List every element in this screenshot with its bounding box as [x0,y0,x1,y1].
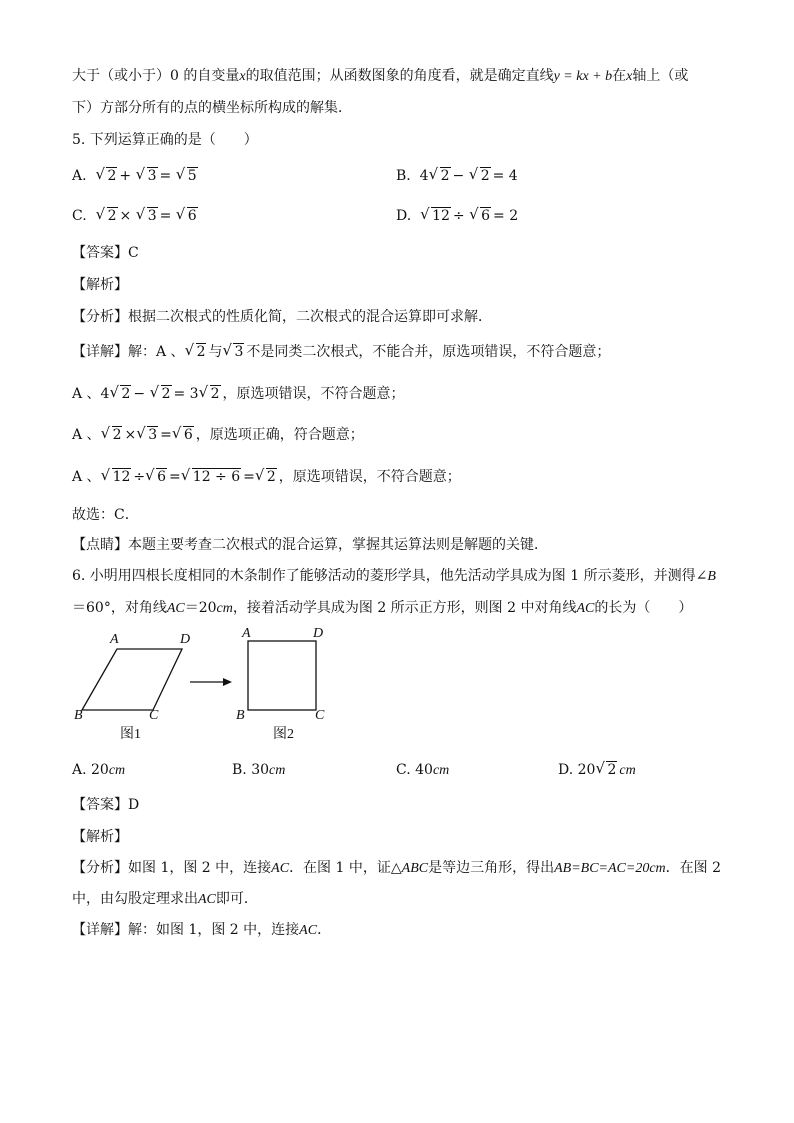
intro-text: 轴上（或 [632,68,689,84]
sqrt: √ 6 [172,425,194,445]
q5-dianjing [72,535,548,555]
q5-jiexi: 【解析】 [72,277,128,293]
sqrt: √ 2 [96,206,118,226]
vertex-label-b: B [74,708,83,723]
vertex-label-b: B [236,708,245,723]
vertex-label-c: C [315,708,325,723]
sqrt: √ 2 [150,384,172,404]
math-equation: y = kx + b [553,69,613,84]
rhombus-shape [82,649,182,710]
sqrt: √ 2 [255,467,277,487]
sqrt: √ 2 [469,166,491,186]
fenxi-text: 根据二次根式的性质化简，二次根式的混合运算即可求解． [128,309,492,325]
section-tag: 【分析】 [72,309,128,325]
q6-option-b: B. 30cm [232,762,286,778]
option-label: C. [72,208,87,224]
sqrt: √ 2 [199,384,221,404]
q5-answer [72,243,139,263]
sqrt: √ 2 [185,342,207,362]
vertex-label-a: A [242,626,251,641]
q5-option-d: D. √ 12 ÷ √ 6 = 2 [396,206,518,226]
q6-option-c: C. 40cm [396,762,450,778]
sqrt: √ 2 [595,760,617,780]
square-shape [248,641,316,710]
option-label: B. [396,168,411,184]
q5-detail-2: A 、4√ 2 − √ 2 = 3√ 2 ，原选项错误，不符合题意； [72,384,405,404]
sqrt: √ 3 [136,166,158,186]
figure-2-caption: 图2 [273,727,294,742]
sqrt: √ 3 [222,342,244,362]
q6-answer [72,795,139,815]
option-label: D. [396,208,412,224]
dianjing-text: 本题主要考查二次根式的混合运算，掌握其运算法则是解题的关键． [128,537,548,553]
vertex-label-d: D [313,626,324,641]
answer-value: C [128,245,139,261]
q5-option-a: A. √ 2 + √ 3 = √ 5 [72,166,200,186]
vertex-label-c: C [149,708,159,723]
intro-text: 在 [612,68,627,84]
sqrt: √ 6 [469,206,491,226]
q6-fenxi-line-2: 中，由勾股定理求出AC即可． [72,891,258,907]
section-tag: 【点睛】 [72,537,128,553]
answer-tag: 【答案】 [72,245,128,261]
intro-line-2: 下）方部分所有的点的横坐标所构成的解集． [72,100,352,116]
sqrt: √ 3 [136,206,158,226]
sqrt: √ 5 [176,166,198,186]
q6-figure [70,626,350,744]
q5-detail-3: A 、√ 2 ×√ 3 =√ 6 ，原选项正确，符合题意； [72,425,364,445]
sqrt: √ 3 [136,425,158,445]
math-var: x [239,69,246,84]
q5-detail-1: 【详解】解：A 、√ 2 与√ 3 不是同类二次根式，不能合并，原选项错误，不符合题意； [72,342,610,362]
q6-stem-line-2: ＝60°，对角线AC＝20cm，接着活动学具成为图 2 所示正方形，则图 2 中对角线AC的长为（ ） [72,600,693,616]
intro-line-1 [72,66,688,87]
math-var: x [626,69,633,84]
answer-tag: 【答案】 [72,797,128,813]
figure-1-caption: 图1 [120,727,141,742]
sqrt: √ 2 [95,166,117,186]
q6-detail: 【详解】解：如图 1，图 2 中，连接AC． [72,922,332,938]
q5-fenxi [72,307,492,327]
section-tag: 【分析】 [72,860,128,876]
section-tag: 【详解】 [72,922,128,938]
q6-stem-line-1: 6. 小明用四根长度相同的木条制作了能够活动的菱形学具，他先活动学具成为图 1 所示菱形，并测得∠B [72,568,716,584]
sqrt: √ 2 [109,384,131,404]
sqrt: √ 6 [176,206,198,226]
sqrt: √ 12 ÷ 6 [181,467,241,487]
sqrt: √ 2 [101,425,123,445]
q5-option-b: B. 4√ 2 − √ 2 = 4 [396,166,518,186]
sqrt: √ 12 [420,206,451,226]
q6-fenxi-line-1: 【分析】如图 1，图 2 中，连接AC．在图 1 中，证△ABC是等边三角形，得出AB=BC=AC=20cm．在图 2 [72,860,722,876]
intro-text: 的取值范围；从函数图象的角度看，就是确定直线 [245,68,554,84]
q5-guxuan: 故选：C． [72,507,139,523]
q6-option-a: A. 20cm [72,762,126,778]
q6-option-d: D. 20√ 2 cm [558,760,636,781]
q5-option-c: C. √ 2 × √ 3 = √ 6 [72,206,200,226]
sqrt: √ 6 [145,467,167,487]
q6-jiexi: 【解析】 [72,829,128,845]
sqrt: √ 2 [429,166,451,186]
intro-text: 大于（或小于）0 的自变量 [72,68,240,84]
section-tag: 【详解】 [72,344,128,360]
sqrt: √ 12 [101,467,132,487]
vertex-label-d: D [180,632,191,647]
option-label: A. [72,168,87,184]
arrow-head-icon [223,678,232,686]
q5-stem: 5. 下列运算正确的是（ ） [72,132,258,148]
answer-value: D [128,797,140,813]
q5-detail-4: A 、√ 12 ÷√ 6 =√ 12 ÷ 6 =√ 2 ，原选项错误，不符合题意； [72,467,461,487]
vertex-label-a: A [110,632,119,647]
